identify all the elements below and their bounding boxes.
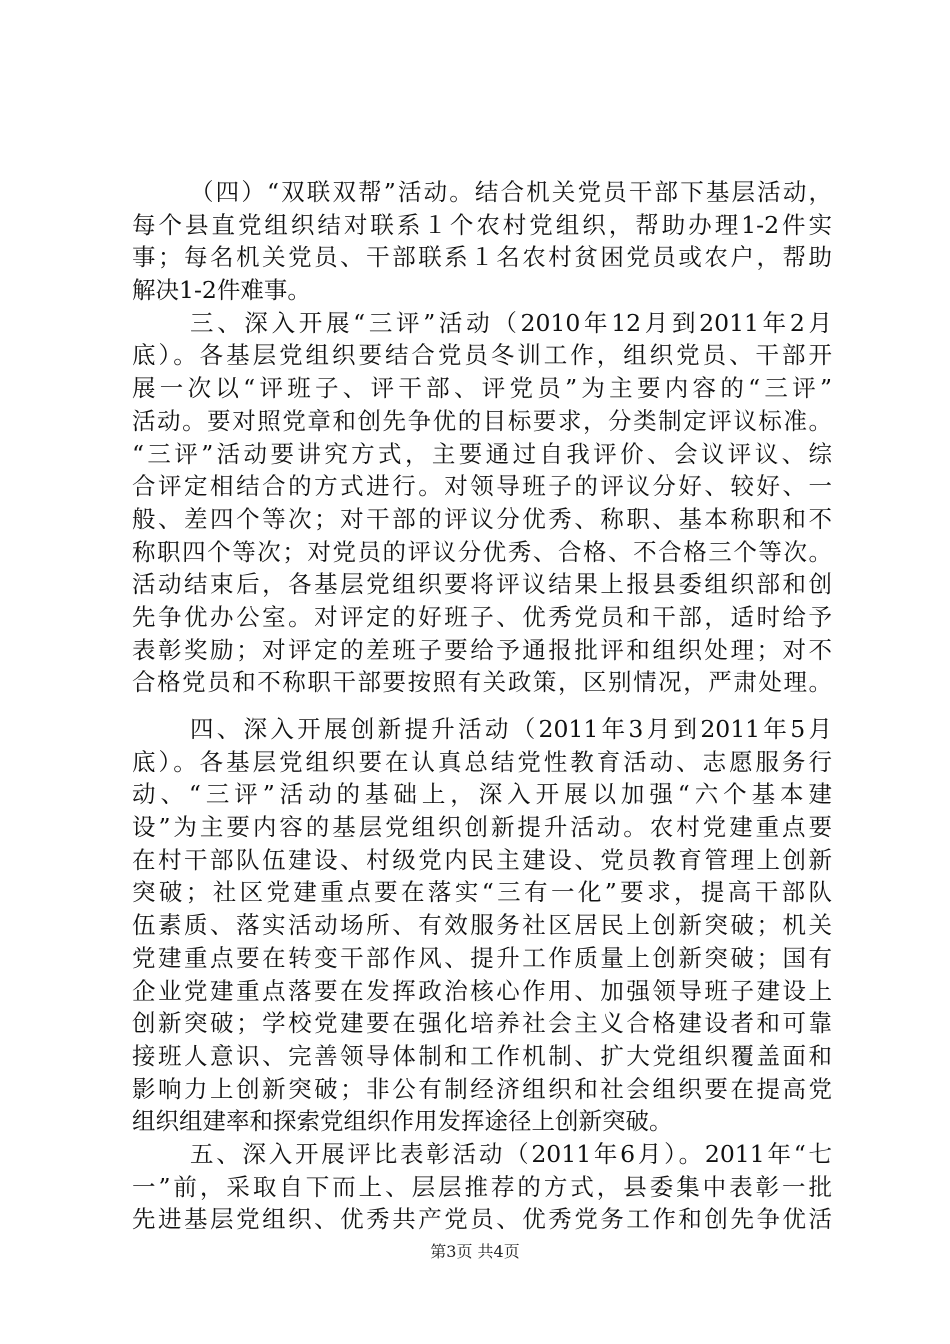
text-line: 五、深入开展评比表彰活动（2011年6月）。2011年“七 xyxy=(190,1139,832,1168)
text-line: 一”前，采取自下而上、层层推荐的方式，县委集中表彰一批 xyxy=(132,1172,832,1201)
text-line: 合评定相结合的方式进行。对领导班子的评议分好、较好、一 xyxy=(132,472,832,501)
paragraph-gap xyxy=(132,699,832,713)
text-line: 在村干部队伍建设、村级党内民主建设、党员教育管理上创新 xyxy=(132,845,832,874)
text-line: 每个县直党组织结对联系１个农村党组织，帮助办理1-2件实 xyxy=(132,210,832,239)
text-line: 接班人意识、完善领导体制和工作机制、扩大党组织覆盖面和 xyxy=(132,1041,832,1070)
text-line: 先进基层党组织、优秀共产党员、优秀党务工作和创先争优活 xyxy=(132,1205,832,1234)
text-line: 活动结束后，各基层党组织要将评议结果上报县委组织部和创 xyxy=(132,570,832,599)
paragraph-sanping xyxy=(132,307,832,699)
text-line: 组织组建率和探索党组织作用发挥途径上创新突破。 xyxy=(132,1107,673,1136)
text-line: 党建重点要在转变干部作风、提升工作质量上创新突破；国有 xyxy=(132,943,832,972)
paragraph-pingbi xyxy=(132,1138,832,1236)
text-line: 设”为主要内容的基层党组织创新提升活动。农村党建重点要 xyxy=(132,813,832,842)
text-line: “三评”活动要讲究方式，主要通过自我评价、会议评议、综 xyxy=(132,439,832,468)
text-line: 合格党员和不称职干部要按照有关政策，区别情况，严肃处理。 xyxy=(132,668,832,697)
text-line: 动、“三评”活动的基础上，深入开展以加强“六个基本建 xyxy=(132,780,832,809)
text-line: 影响力上创新突破；非公有制经济组织和社会组织要在提高党 xyxy=(132,1074,832,1103)
text-line: 表彰奖励；对评定的差班子要给予通报批评和组织处理；对不 xyxy=(132,635,832,664)
text-line: 企业党建重点落要在发挥政治核心作用、加强领导班子建设上 xyxy=(132,976,832,1005)
text-line: 四、深入开展创新提升活动（2011年3月到2011年5月 xyxy=(190,715,832,743)
text-line: 创新突破；学校党建要在强化培养社会主义合格建设者和可靠 xyxy=(132,1009,832,1038)
text-line: 展一次以“评班子、评干部、评党员”为主要内容的“三评” xyxy=(132,374,832,403)
paragraph-shuanglian xyxy=(132,176,832,307)
page-number-footer: 第3页 共4页 xyxy=(430,1242,520,1261)
text-line: 事；每名机关党员、干部联系１名农村贫困党员或农户，帮助 xyxy=(132,243,832,272)
text-line: 三、深入开展“三评”活动（2010年12月到2011年2月 xyxy=(190,308,832,337)
text-line: 伍素质、落实活动场所、有效服务社区居民上创新突破；机关 xyxy=(132,911,832,940)
text-line: 底）。各基层党组织要在认真总结党性教育活动、志愿服务行 xyxy=(132,747,832,776)
text-line: 称职四个等次；对党员的评议分优秀、合格、不合格三个等次。 xyxy=(132,537,832,566)
text-line: 突破；社区党建重点要在落实“三有一化”要求，提高干部队 xyxy=(132,878,832,907)
text-line: 解决1-2件难事。 xyxy=(132,276,311,305)
text-line: 底）。各基层党组织要结合党员冬训工作，组织党员、干部开 xyxy=(132,341,832,370)
text-line: 般、差四个等次；对干部的评议分优秀、称职、基本称职和不 xyxy=(132,504,832,533)
text-line: 活动。要对照党章和创先争优的目标要求，分类制定评议标准。 xyxy=(132,406,832,435)
text-line: （四）“双联双帮”活动。结合机关党员干部下基层活动， xyxy=(190,178,832,206)
text-line: 先争优办公室。对评定的好班子、优秀党员和干部，适时给予 xyxy=(132,602,832,631)
document-body xyxy=(132,176,832,1236)
paragraph-chuangxin xyxy=(132,713,832,1138)
